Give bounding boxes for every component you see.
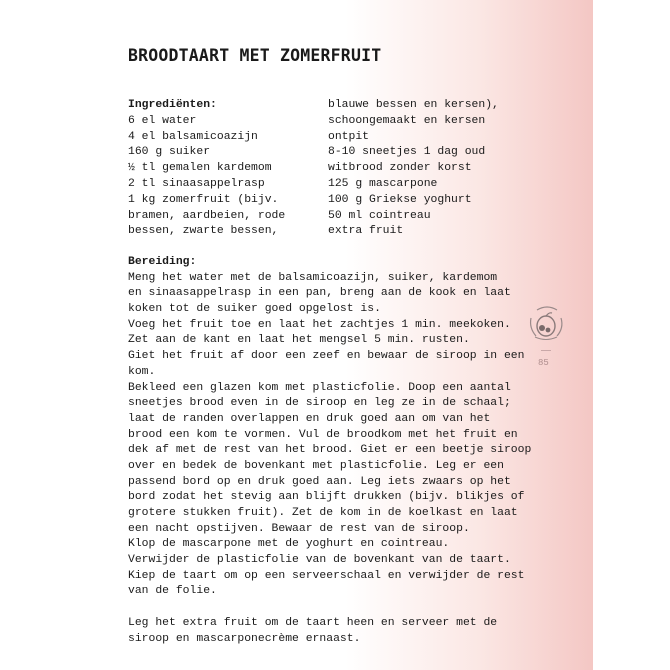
page-number-divider (541, 350, 551, 351)
preparation-section (128, 255, 531, 647)
preparation-line: Meng het water met de balsamicoazijn, suiker, kardemom (128, 271, 498, 284)
ingredient-line: 125 g mascarpone (328, 177, 438, 190)
ingredient-line: 160 g suiker (128, 146, 211, 159)
ingredient-line: ½ tl gemalen kardemom (128, 162, 272, 175)
ingredient-line: bessen, zwarte bessen, (128, 225, 279, 238)
ingredient-line: 1 kg zomerfruit (bijv. (128, 193, 279, 206)
preparation-line: laat de randen overlappen en druk goed aan om van het (128, 412, 491, 425)
preparation-line: Voeg het fruit toe en laat het zachtjes 1 min. meekoken. (128, 318, 511, 331)
preparation-line: koken tot de suiker goed opgelost is. (128, 303, 381, 316)
ingredients-right-column (328, 98, 499, 240)
ingredient-line: 2 tl sinaasappelrasp (128, 177, 265, 190)
ingredient-line: 6 el water (128, 114, 197, 127)
preparation-line: sneetjes brood even in de siroop en leg ze in de schaal; (128, 397, 511, 410)
preparation-line: over en bedek de bovenkant met plasticfolie. Leg er een (128, 459, 504, 472)
ingredient-line: 100 g Griekse yoghurt (328, 193, 472, 206)
preparation-line: Kiep de taart om op een serveerschaal en verwijder de rest (128, 569, 525, 582)
preparation-line: Klop de mascarpone met de yoghurt en cointreau. (128, 538, 450, 551)
recipe-title: BROODTAART MET ZOMERFRUIT (128, 46, 382, 65)
preparation-line: Zet aan de kant en laat het mengsel 5 min. rusten. (128, 334, 470, 347)
ingredient-line: blauwe bessen en kersen), (328, 99, 499, 111)
preparation-line: kom. (128, 365, 156, 378)
preparation-line: Giet het fruit af door een zeef en bewaar de siroop in een (128, 350, 525, 363)
preparation-line: en sinaasappelrasp in een pan, breng aan de kook en laat (128, 287, 511, 300)
ingredient-line: 4 el balsamicoazijn (128, 130, 258, 143)
preparation-line: grotere stukken fruit). Zet de kom in de koelkast en laat (128, 507, 518, 519)
ingredient-line: extra fruit (328, 225, 404, 238)
paragraph-gap (128, 600, 531, 616)
fruit-bowl-stamp-icon (527, 304, 565, 344)
preparation-line: brood een kom te vormen. Vul de broodkom met het fruit en (128, 428, 518, 441)
preparation-line: dek af met de rest van het brood. Giet er een beetje siroop (128, 444, 532, 457)
ingredient-line: bramen, aardbeien, rode (128, 209, 286, 222)
page-number: 85 (538, 358, 549, 368)
preparation-line: van de folie. (128, 585, 217, 598)
ingredient-line: schoongemaakt en kersen (328, 114, 486, 127)
closing-line: Leg het extra fruit om de taart heen en serveer met de (128, 616, 498, 629)
ingredient-line: witbrood zonder korst (328, 162, 472, 175)
ingredient-line: ontpit (328, 130, 370, 143)
preparation-line: Bekleed een glazen kom met plasticfolie. Doop een aantal (128, 381, 511, 394)
ingredient-line: 8-10 sneetjes 1 dag oud (328, 146, 486, 159)
preparation-line: bord zodat het stevig aan blijft drukken (bijv. blikjes of (128, 491, 525, 504)
preparation-heading: Bereiding: (128, 256, 197, 268)
preparation-line: Verwijder de plasticfolie van de bovenkant van de taart. (128, 554, 511, 567)
ingredient-line: 50 ml cointreau (328, 209, 431, 222)
preparation-line: een nacht opstijven. Bewaar de rest van de siroop. (128, 522, 470, 535)
ingredients-left-column (128, 98, 285, 240)
ingredients-heading: Ingrediënten: (128, 99, 217, 111)
closing-line: siroop en mascarponecrème ernaast. (128, 632, 361, 645)
preparation-line: passend bord op en druk goed aan. Leg iets zwaars op het (128, 475, 511, 488)
